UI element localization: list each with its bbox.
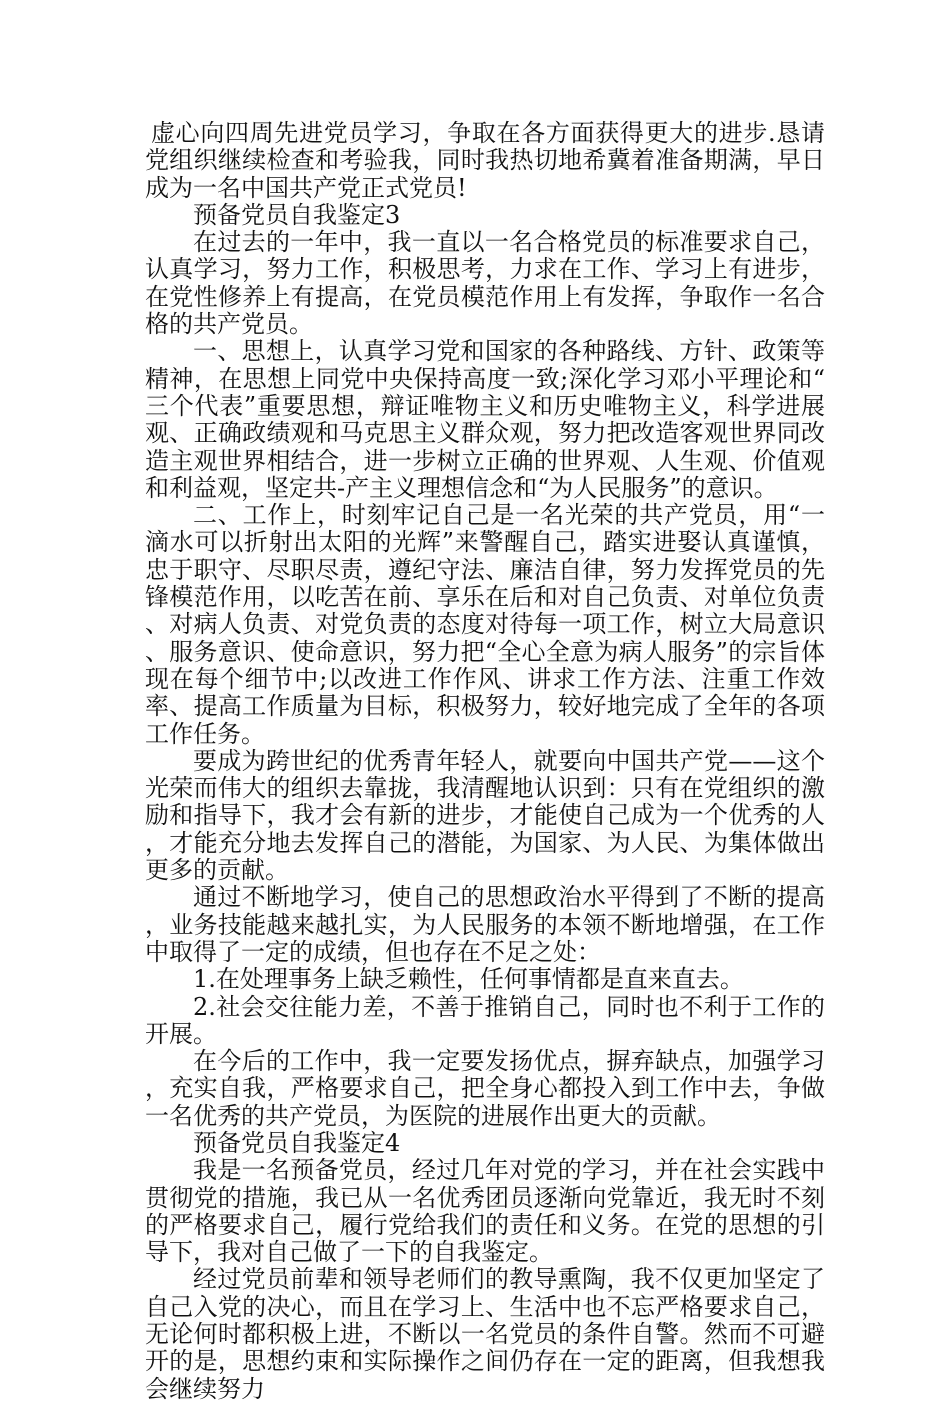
document-page	[145, 120, 825, 1403]
list-item: 1.在处理事务上缺乏赖性，任何事情都是直来直去。	[193, 965, 744, 994]
paragraph: 一、思想上，认真学习党和国家的各种路线、方针、政策等精神，在思想上同党中央保持高度一致;深化学习邓小平理论和“三个代表”重要思想，辩证唯物主义和历史唯物主义，科学进展观、正确政绩观和马克思主义群众观，努力把改造客观世界同改造主观世界相结合，进一步树立正确的世界观、人生观、价值观和利益观，坚定共-产主义理想信念和“为人民服务”的意识。	[145, 337, 825, 502]
paragraph: 经过党员前辈和领导老师们的教导熏陶，我不仅更加坚定了自己入党的决心，而且在学习上、生活中也不忘严格要求自己，无论何时都积极上进，不断以一名党员的条件自警。然而不可避开的是，思想约束和实际操作之间仍存在一定的距离，但我想我会继续努力	[145, 1265, 825, 1403]
paragraph: 我是一名预备党员，经过几年对党的学习，并在社会实践中贯彻党的措施，我已从一名优秀团员逐渐向党靠近，我无时不刻的严格要求自己，履行党给我们的责任和义务。在党的思想的引导下，我对自己做了一下的自我鉴定。	[145, 1156, 825, 1267]
paragraph: 二、工作上，时刻牢记自己是一名光荣的共产党员，用“一滴水可以折射出太阳的光辉”来警醒自己，踏实进娶认真谨慎，忠于职守、尽职尽责，遵纪守法、廉洁自律，努力发挥党员的先锋模范作用，以吃苦在前、享乐在后和对自己负责、对单位负责、对病人负责、对党负责的态度对待每一项工作，树立大局意识、服务意识、使命意识，努力把“全心全意为病人服务”的宗旨体现在每个细节中;以改进工作作风、讲求工作方法、注重工作效率、提高工作质量为目标，积极努力，较好地完成了全年的各项工作任务。	[145, 501, 825, 748]
paragraph: 要成为跨世纪的优秀青年轻人，就要向中国共产党——这个光荣而伟大的组织去靠拢，我清醒地认识到：只有在党组织的激励和指导下，我才会有新的进步，才能使自己成为一个优秀的人，才能充分地去发挥自己的潜能，为国家、为人民、为集体做出更多的贡献。	[145, 746, 825, 885]
paragraph: 在今后的工作中，我一定要发扬优点，摒弃缺点，加强学习，充实自我，严格要求自己，把全身心都投入到工作中去，争做一名优秀的共产党员，为医院的进展作出更大的贡献。	[145, 1047, 825, 1130]
section-heading-4: 预备党员自我鉴定4	[193, 1128, 401, 1157]
paragraph: 通过不断地学习，使自己的思想政治水平得到了不断的提高，业务技能越来越扎实，为人民服务的本领不断地增强，在工作中取得了一定的成绩，但也存在不足之处：	[145, 883, 825, 966]
section-heading-3: 预备党员自我鉴定3	[193, 200, 401, 229]
paragraph: 在过去的一年中，我一直以一名合格党员的标准要求自己，认真学习，努力工作，积极思考，力求在工作、学习上有进步，在党性修养上有提高，在党员模范作用上有发挥，争取作一名合格的共产党员。	[145, 228, 825, 339]
list-item: 2.社会交往能力差，不善于推销自己，同时也不利于工作的开展。	[145, 992, 825, 1048]
paragraph-continuation: 虚心向四周先进党员学习，争取在各方面获得更大的进步.恳请党组织继续检查和考验我，同时我热切地希冀着准备期满，早日成为一名中国共产党正式党员!	[145, 119, 825, 202]
